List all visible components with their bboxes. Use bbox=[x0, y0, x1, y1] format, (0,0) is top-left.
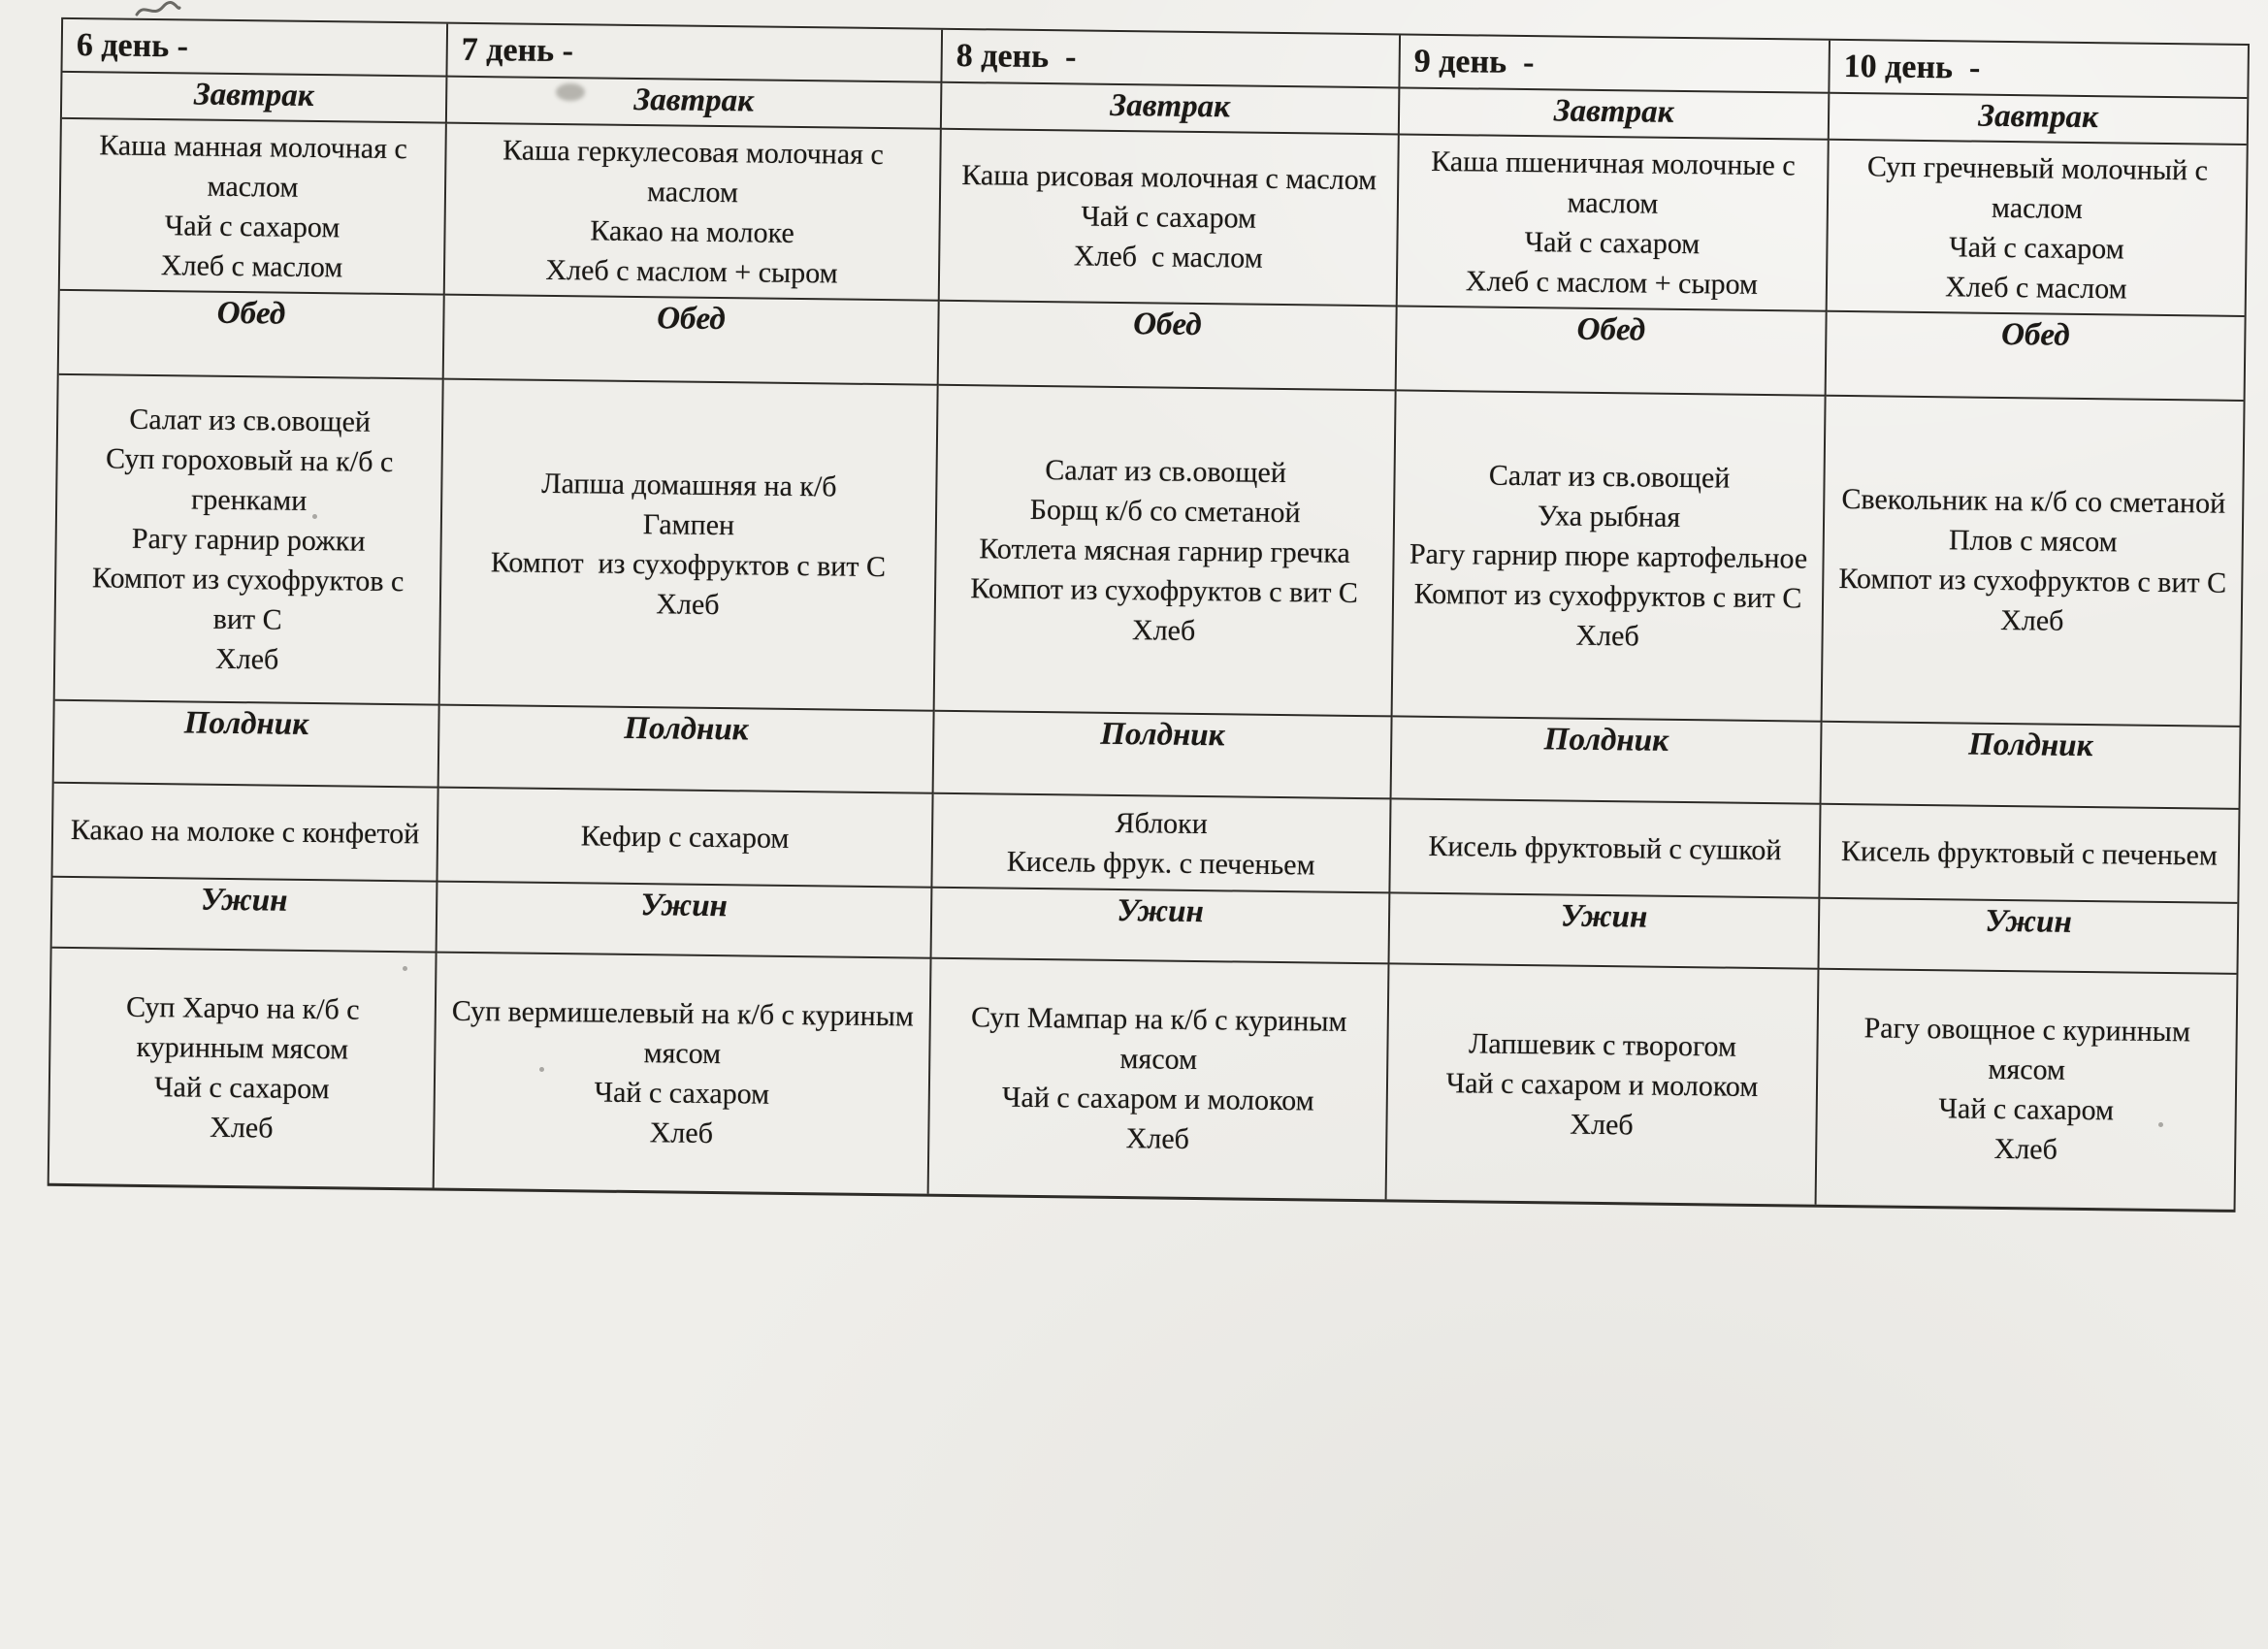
menu-cell-lunch bbox=[1393, 391, 1827, 722]
section-label-lunch: Обед bbox=[1576, 311, 1646, 348]
section-header-cell-breakfast bbox=[1830, 94, 2248, 146]
menu-item: Хлеб с маслом + сыром bbox=[1465, 264, 1759, 301]
section-header-cell-lunch bbox=[1827, 312, 2245, 402]
section-label-breakfast: Завтрак bbox=[633, 81, 755, 119]
menu-item: Компот из сухофруктов с вит С bbox=[1838, 562, 2227, 599]
menu-cell-breakfast bbox=[1398, 135, 1830, 311]
menu-cell-dinner bbox=[49, 949, 437, 1188]
menu-cell-snack bbox=[932, 794, 1391, 894]
menu-item: Салат из св.овощей bbox=[1045, 453, 1287, 489]
section-header-cell-breakfast bbox=[1400, 88, 1831, 140]
menu-cell-dinner bbox=[435, 954, 932, 1194]
menu-item: Борщ к/⁠б со сметаной bbox=[1029, 493, 1301, 529]
menu-item: Хлеб с маслом + сыром bbox=[545, 253, 838, 289]
menu-item: Каша геркулесовая молочная с маслом bbox=[502, 133, 891, 209]
section-header-cell-dinner bbox=[437, 883, 933, 959]
section-header-cell-snack bbox=[439, 706, 935, 794]
day-header-cell bbox=[62, 19, 448, 78]
menu-cell-breakfast bbox=[445, 124, 942, 302]
menu-item: Лапшевик с творогом bbox=[1468, 1026, 1737, 1063]
menu-item: Рагу гарнир пюре картофельное bbox=[1409, 537, 1808, 575]
menu-cell-snack bbox=[1390, 799, 1821, 898]
section-label-breakfast: Завтрак bbox=[1110, 87, 1231, 125]
menu-item: Суп гороховый на к/⁠б с гренками bbox=[105, 441, 401, 517]
menu-item: Какао на молоке bbox=[590, 213, 794, 249]
menu-item: Хлеб bbox=[1570, 1108, 1634, 1141]
section-header-cell-lunch bbox=[1397, 307, 1828, 396]
menu-item: Чай с сахаром bbox=[1081, 200, 1257, 235]
section-header-cell-lunch bbox=[939, 302, 1398, 392]
day-label: 10 день - bbox=[1843, 48, 1981, 86]
section-label-breakfast: Завтрак bbox=[1978, 98, 2099, 136]
menu-item: Уха рыбная bbox=[1537, 499, 1681, 534]
menu-item: Хлеб bbox=[1575, 619, 1639, 652]
section-header-cell-lunch bbox=[59, 291, 445, 380]
menu-item: Суп Харчо на к/⁠б с куринным мясом bbox=[125, 990, 368, 1066]
day-header-cell bbox=[1400, 35, 1831, 93]
menu-cell-dinner bbox=[1817, 970, 2237, 1210]
menu-item: Хлеб с маслом bbox=[1073, 240, 1263, 275]
menu-item: Хлеб bbox=[1993, 1132, 2058, 1166]
day-header-cell bbox=[942, 30, 1401, 89]
section-label-breakfast: Завтрак bbox=[193, 77, 314, 113]
menu-item: Яблоки bbox=[1115, 806, 1208, 840]
section-label-snack: Полдник bbox=[183, 705, 309, 742]
menu-cell-breakfast bbox=[940, 130, 1400, 307]
section-label-lunch: Обед bbox=[2000, 316, 2070, 353]
section-header-cell-dinner bbox=[932, 889, 1391, 965]
menu-item: Хлеб с маслом bbox=[160, 248, 343, 283]
section-label-dinner: Ужин bbox=[640, 888, 729, 924]
menu-cell-snack bbox=[1820, 805, 2238, 904]
menu-table bbox=[48, 17, 2250, 1212]
menu-item: Плов с мясом bbox=[1948, 524, 2118, 559]
menu-item: Чай с сахаром и молоком bbox=[1445, 1066, 1759, 1103]
menu-cell-lunch bbox=[1823, 397, 2244, 728]
section-label-lunch: Обед bbox=[1132, 307, 1202, 343]
menu-item: Хлеб bbox=[2000, 603, 2064, 637]
menu-item: Каша рисовая молочная с маслом bbox=[961, 159, 1377, 197]
menu-cell-lunch bbox=[55, 375, 444, 706]
menu-item: Хлеб bbox=[656, 588, 720, 622]
menu-item: Свекольник на к/⁠б со сметаной bbox=[1841, 482, 2226, 520]
section-label-snack: Полдник bbox=[624, 710, 749, 748]
menu-item: Хлеб bbox=[1125, 1122, 1190, 1155]
section-label-snack: Полдник bbox=[1543, 722, 1669, 759]
menu-item: Салат из св.овощей bbox=[129, 403, 372, 438]
section-header-cell-dinner bbox=[1819, 899, 2237, 975]
menu-item: Каша манная молочная с маслом bbox=[99, 128, 415, 204]
section-header-cell-snack bbox=[1822, 723, 2240, 810]
menu-item: Кефир с сахаром bbox=[580, 820, 790, 855]
menu-item: Чай с сахаром bbox=[594, 1076, 770, 1111]
menu-cell-dinner bbox=[1387, 964, 1820, 1204]
section-header-cell-dinner bbox=[1390, 893, 1821, 969]
menu-item: Суп Мампар на к/⁠б с куриным мясом bbox=[970, 1001, 1355, 1077]
menu-item: Чай с сахаром bbox=[1938, 1092, 2115, 1127]
day-label: 7 день - bbox=[461, 31, 574, 69]
menu-item: Суп гречневый молочный с маслом bbox=[1866, 149, 2216, 225]
section-header-cell-breakfast bbox=[447, 78, 943, 130]
menu-item: Хлеб bbox=[1131, 613, 1196, 647]
menu-cell-breakfast bbox=[1828, 141, 2247, 317]
section-label-snack: Полдник bbox=[1968, 727, 2093, 764]
menu-item: Лапша домашняя на к/⁠б bbox=[541, 467, 837, 503]
section-label-lunch: Обед bbox=[216, 295, 286, 332]
menu-item: Кисель фруктовый с сушкой bbox=[1428, 829, 1782, 867]
section-label-dinner: Ужин bbox=[1117, 893, 1205, 930]
menu-cell-breakfast bbox=[60, 119, 447, 296]
section-header-cell-breakfast bbox=[62, 73, 448, 124]
menu-item: Кисель фрук. с печеньем bbox=[1006, 845, 1315, 881]
menu-item: Компот из сухофруктов с вит С bbox=[91, 561, 412, 636]
menu-item: Котлета мясная гарнир гречка bbox=[979, 532, 1351, 569]
menu-item: Рагу овощное с куринным мясом bbox=[1863, 1012, 2198, 1086]
day-header-cell bbox=[447, 24, 943, 83]
menu-item: Суп вермишелевый на к/⁠б с куриным мясом bbox=[451, 994, 922, 1071]
section-label-dinner: Ужин bbox=[200, 882, 288, 919]
menu-cell-dinner bbox=[929, 959, 1390, 1200]
day-header-cell bbox=[1830, 41, 2248, 99]
menu-item: Рагу гарнир рожки bbox=[131, 522, 366, 558]
menu-item: Компот из сухофруктов с вит С bbox=[490, 546, 887, 584]
day-label: 6 день - bbox=[76, 26, 189, 64]
menu-cell-snack bbox=[52, 784, 438, 883]
menu-item: Хлеб bbox=[649, 1116, 714, 1150]
section-label-dinner: Ужин bbox=[1985, 903, 2072, 940]
menu-item: Салат из св.овощей bbox=[1488, 459, 1731, 495]
menu-item: Кисель фруктовый с печеньем bbox=[1840, 834, 2219, 872]
menu-item: Компот из сухофруктов с вит С bbox=[1413, 577, 1802, 614]
menu-item: Хлеб bbox=[214, 642, 279, 676]
day-label: 8 день - bbox=[956, 37, 1077, 75]
section-header-cell-snack bbox=[1392, 717, 1823, 804]
menu-item: Компот из сухофруктов с вит С bbox=[970, 571, 1359, 609]
section-label-breakfast: Завтрак bbox=[1553, 93, 1674, 130]
section-header-cell-snack bbox=[934, 712, 1393, 800]
menu-cell-lunch bbox=[440, 380, 939, 712]
menu-item: Гампен bbox=[642, 508, 735, 542]
section-header-cell-snack bbox=[54, 701, 440, 789]
menu-item: Какао на молоке с конфетой bbox=[70, 814, 420, 851]
menu-cell-snack bbox=[437, 789, 933, 889]
menu-cell-lunch bbox=[935, 386, 1397, 718]
menu-item: Чай с сахаром bbox=[153, 1071, 330, 1106]
section-header-cell-dinner bbox=[52, 878, 438, 954]
day-label: 9 день - bbox=[1413, 43, 1535, 81]
menu-item: Каша пшеничная молочные с маслом bbox=[1431, 145, 1803, 220]
menu-item: Чай с сахаром bbox=[164, 209, 340, 243]
menu-item: Чай с сахаром bbox=[1524, 225, 1701, 260]
menu-item: Хлеб с маслом bbox=[1945, 270, 2127, 305]
section-header-cell-breakfast bbox=[942, 83, 1401, 136]
section-label-lunch: Обед bbox=[657, 301, 726, 338]
section-header-cell-lunch bbox=[444, 296, 940, 386]
menu-item: Чай с сахаром и молоком bbox=[1001, 1081, 1314, 1117]
section-label-dinner: Ужин bbox=[1560, 898, 1648, 935]
menu-item: Чай с сахаром bbox=[1948, 230, 2124, 265]
section-label-snack: Полдник bbox=[1100, 716, 1225, 754]
menu-item: Хлеб bbox=[210, 1111, 274, 1145]
